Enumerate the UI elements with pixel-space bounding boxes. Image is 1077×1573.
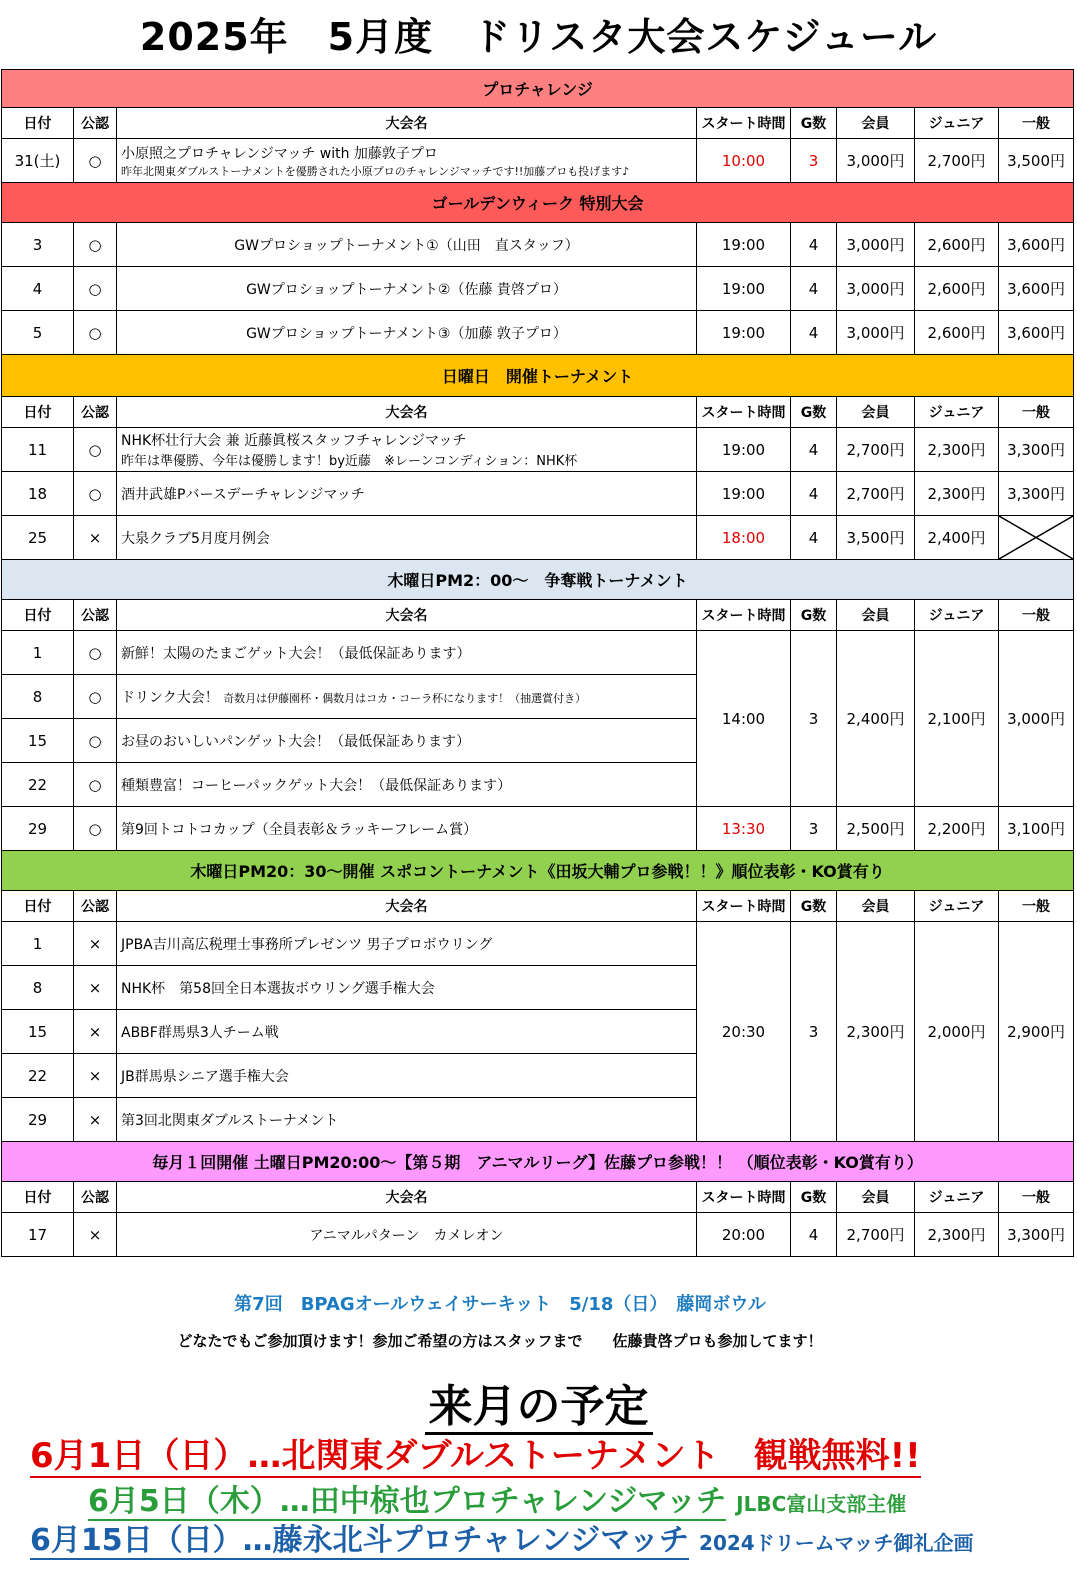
cell-start: 19:00 (697, 267, 791, 311)
table-row (2, 516, 1074, 560)
cell-games: 4 (791, 516, 837, 560)
cell-official: ○ (74, 675, 117, 719)
cell-member: 2,500円 (837, 807, 915, 851)
cell-name: NHK杯 第58回全日本選抜ボウリング選手権大会 (117, 966, 697, 1010)
event-name: NHK杯壮行大会 兼 近藤眞桜スタッフチャレンジマッチ (121, 433, 467, 449)
next-event-3 (30, 1515, 974, 1559)
cell-general: 3,500円 (999, 139, 1074, 183)
cell-junior: 2,300円 (915, 1213, 999, 1257)
cell-date: 4 (2, 267, 74, 311)
cell-date: 8 (2, 675, 74, 719)
cell-date: 17 (2, 1213, 74, 1257)
cell-junior: 2,300円 (915, 428, 999, 472)
column-header-row (2, 108, 1074, 139)
section-title: 木曜日PM20：30～開催 スポコントーナメント《田坂大輔プロ参戦！！》順位表彰・KO賞有り (2, 851, 1074, 891)
section-title: ゴールデンウィーク 特別大会 (2, 183, 1074, 223)
cell-name: GWプロショップトーナメント①（山田 直スタッフ） (117, 223, 697, 267)
cell-name (117, 139, 697, 183)
cell-games-shared: 3 (791, 922, 837, 1142)
cell-date: 1 (2, 631, 74, 675)
header-games: G数 (791, 397, 837, 428)
cell-general: 3,300円 (999, 472, 1074, 516)
cell-official: ○ (74, 631, 117, 675)
cell-member: 3,000円 (837, 311, 915, 355)
cell-junior: 2,600円 (915, 267, 999, 311)
cell-official: ○ (74, 807, 117, 851)
section-header-sunday (2, 355, 1074, 397)
header-member: 会員 (837, 1182, 915, 1213)
cell-name (117, 675, 697, 719)
cell-general: 3,300円 (999, 1213, 1074, 1257)
cell-games: 3 (791, 139, 837, 183)
cell-member: 3,000円 (837, 223, 915, 267)
cell-date: 15 (2, 1010, 74, 1054)
cell-games-shared: 3 (791, 631, 837, 807)
header-name: 大会名 (117, 1182, 697, 1213)
cell-official: ○ (74, 719, 117, 763)
cell-official: ○ (74, 223, 117, 267)
cell-junior-shared: 2,100円 (915, 631, 999, 807)
header-name: 大会名 (117, 397, 697, 428)
header-official: 公認 (74, 108, 117, 139)
cell-junior: 2,200円 (915, 807, 999, 851)
column-header-row (2, 397, 1074, 428)
cell-official: × (74, 966, 117, 1010)
header-official: 公認 (74, 600, 117, 631)
header-start: スタート時間 (697, 1182, 791, 1213)
cell-date: 15 (2, 719, 74, 763)
cell-start: 19:00 (697, 311, 791, 355)
table-row (2, 267, 1074, 311)
cell-games: 4 (791, 472, 837, 516)
section-header-thursday-night (2, 851, 1074, 891)
cell-member: 3,500円 (837, 516, 915, 560)
schedule-table (1, 69, 1074, 1257)
section-header-pro-challenge (2, 70, 1074, 108)
cell-name: 大泉クラブ5月度月例会 (117, 516, 697, 560)
cell-name: 第9回トコトコカップ（全員表彰＆ラッキーフレーム賞） (117, 807, 697, 851)
cell-games: 3 (791, 807, 837, 851)
circuit-notice: 第7回 BPAGオールウェイサーキット 5/18（日） 藤岡ボウル (234, 1294, 766, 1315)
cell-name: お昼のおいしいパンゲット大会！（最低保証あります） (117, 719, 697, 763)
header-start: スタート時間 (697, 600, 791, 631)
cell-official: ○ (74, 472, 117, 516)
cell-games: 4 (791, 1213, 837, 1257)
cell-games: 4 (791, 267, 837, 311)
header-general: 一般 (999, 891, 1074, 922)
cell-official: × (74, 1010, 117, 1054)
event-note: 奇数月は伊藤園杯・偶数月はコカ・コーラ杯になります！（抽選賞付き） (223, 691, 587, 705)
column-header-row (2, 891, 1074, 922)
header-name: 大会名 (117, 108, 697, 139)
cell-junior: 2,600円 (915, 311, 999, 355)
cell-name: アニマルパターン カメレオン (117, 1213, 697, 1257)
header-games: G数 (791, 891, 837, 922)
cell-member: 3,000円 (837, 139, 915, 183)
cell-official: × (74, 1213, 117, 1257)
column-header-row (2, 600, 1074, 631)
cell-start-shared: 14:00 (697, 631, 791, 807)
next-event-1-text: 6月1日（日）…北関東ダブルストーナメント 観戦無料!! (30, 1436, 921, 1476)
cell-member: 2,700円 (837, 472, 915, 516)
header-date: 日付 (2, 1182, 74, 1213)
next-event-3-note: 2024ドリームマッチ御礼企画 (699, 1531, 974, 1555)
cell-start: 20:00 (697, 1213, 791, 1257)
cell-games: 4 (791, 428, 837, 472)
column-header-row (2, 1182, 1074, 1213)
cell-junior: 2,700円 (915, 139, 999, 183)
cell-name: 酒井武雄Pバースデーチャレンジマッチ (117, 472, 697, 516)
cell-official: ○ (74, 763, 117, 807)
cell-name: 新鮮！太陽のたまごゲット大会！（最低保証あります） (117, 631, 697, 675)
table-row (2, 311, 1074, 355)
cell-official: ○ (74, 311, 117, 355)
cell-general: 3,600円 (999, 223, 1074, 267)
cell-date: 8 (2, 966, 74, 1010)
cell-junior: 2,600円 (915, 223, 999, 267)
next-event-1 (30, 1428, 921, 1477)
header-official: 公認 (74, 1182, 117, 1213)
cell-start: 10:00 (697, 139, 791, 183)
table-row (2, 472, 1074, 516)
cell-general-shared: 3,000円 (999, 631, 1074, 807)
header-junior: ジュニア (915, 600, 999, 631)
next-month-title: 来月の予定 (425, 1381, 653, 1435)
page-title: 2025年 5月度 ドリスタ大会スケジュール (139, 15, 938, 59)
cell-date: 29 (2, 1098, 74, 1142)
cell-general: 3,600円 (999, 267, 1074, 311)
cell-date: 25 (2, 516, 74, 560)
section-header-monthly (2, 1142, 1074, 1182)
section-title: プロチャレンジ (2, 70, 1074, 108)
cell-member-shared: 2,400円 (837, 631, 915, 807)
event-name: 小原照之プロチャレンジマッチ with 加藤敦子プロ (121, 145, 438, 162)
table-row (2, 223, 1074, 267)
header-start: スタート時間 (697, 108, 791, 139)
section-header-thursday-afternoon (2, 560, 1074, 600)
cell-general-not-available (999, 516, 1074, 560)
section-title: 毎月１回開催 土曜日PM20:00～【第５期 アニマルリーグ】佐藤プロ参戦！！ （順位表彰・KO賞有り） (2, 1142, 1074, 1182)
cell-date: 29 (2, 807, 74, 851)
cell-name: JPBA吉川高広税理士事務所プレゼンツ 男子プロボウリング (117, 922, 697, 966)
cell-start: 19:00 (697, 428, 791, 472)
cell-junior-shared: 2,000円 (915, 922, 999, 1142)
cell-member: 3,000円 (837, 267, 915, 311)
header-junior: ジュニア (915, 891, 999, 922)
cell-member: 2,700円 (837, 428, 915, 472)
cell-date: 31(土) (2, 139, 74, 183)
cell-junior: 2,300円 (915, 472, 999, 516)
cell-member: 2,700円 (837, 1213, 915, 1257)
cell-official: × (74, 922, 117, 966)
cell-official: × (74, 1054, 117, 1098)
header-member: 会員 (837, 600, 915, 631)
header-name: 大会名 (117, 600, 697, 631)
cell-name: 第3回北関東ダブルストーナメント (117, 1098, 697, 1142)
cell-start: 19:00 (697, 223, 791, 267)
cell-start: 18:00 (697, 516, 791, 560)
cell-general: 3,300円 (999, 428, 1074, 472)
header-date: 日付 (2, 891, 74, 922)
cell-date: 11 (2, 428, 74, 472)
event-name: ドリンク大会！ (121, 689, 219, 706)
cell-official: × (74, 1098, 117, 1142)
table-row (2, 428, 1074, 472)
cell-general-shared: 2,900円 (999, 922, 1074, 1142)
section-title: 日曜日 開催トーナメント (2, 355, 1074, 397)
header-start: スタート時間 (697, 891, 791, 922)
cell-junior: 2,400円 (915, 516, 999, 560)
cell-name: GWプロショップトーナメント②（佐藤 貴啓プロ） (117, 267, 697, 311)
cell-games: 4 (791, 223, 837, 267)
header-member: 会員 (837, 891, 915, 922)
cell-member-shared: 2,300円 (837, 922, 915, 1142)
header-official: 公認 (74, 891, 117, 922)
cell-start-shared: 20:30 (697, 922, 791, 1142)
event-note: 昨年は準優勝、今年は優勝します！by近藤 ※レーンコンディション：NHK杯 (121, 454, 578, 469)
header-general: 一般 (999, 108, 1074, 139)
cell-name: ABBF群馬県3人チーム戦 (117, 1010, 697, 1054)
next-event-2-note: JLBC富山支部主催 (736, 1492, 907, 1516)
cell-general: 3,100円 (999, 807, 1074, 851)
table-row (2, 807, 1074, 851)
header-junior: ジュニア (915, 397, 999, 428)
cell-name: GWプロショップトーナメント③（加藤 敦子プロ） (117, 311, 697, 355)
header-general: 一般 (999, 397, 1074, 428)
header-junior: ジュニア (915, 108, 999, 139)
next-month-heading (0, 1370, 1077, 1434)
section-title: 木曜日PM2：00～ 争奪戦トーナメント (2, 560, 1074, 600)
cell-official: ○ (74, 428, 117, 472)
header-general: 一般 (999, 1182, 1074, 1213)
cell-games: 4 (791, 311, 837, 355)
header-member: 会員 (837, 108, 915, 139)
header-name: 大会名 (117, 891, 697, 922)
cell-name: JB群馬県シニア選手権大会 (117, 1054, 697, 1098)
cell-date: 22 (2, 763, 74, 807)
header-date: 日付 (2, 600, 74, 631)
cell-date: 5 (2, 311, 74, 355)
header-games: G数 (791, 1182, 837, 1213)
next-event-2-text: 6月5日（木）…田中椋也プロチャレンジマッチ (88, 1484, 727, 1519)
cell-official: ○ (74, 267, 117, 311)
header-member: 会員 (837, 397, 915, 428)
table-row (2, 1213, 1074, 1257)
cell-name (117, 428, 697, 472)
next-event-3-text: 6月15日（日）…藤永北斗プロチャレンジマッチ (30, 1523, 690, 1558)
section-header-golden-week (2, 183, 1074, 223)
header-games: G数 (791, 108, 837, 139)
header-junior: ジュニア (915, 1182, 999, 1213)
table-row (2, 922, 1074, 966)
cell-date: 18 (2, 472, 74, 516)
header-official: 公認 (74, 397, 117, 428)
cell-general: 3,600円 (999, 311, 1074, 355)
header-date: 日付 (2, 108, 74, 139)
next-event-2 (88, 1476, 906, 1520)
header-date: 日付 (2, 397, 74, 428)
header-start: スタート時間 (697, 397, 791, 428)
cross-out-icon (999, 516, 1073, 559)
event-note: 昨年北関東ダブルストーナメントを優勝された小原プロのチャレンジマッチです!!加藤プロも投げます♪ (121, 164, 630, 178)
cell-official: ○ (74, 139, 117, 183)
cell-date: 1 (2, 922, 74, 966)
header-games: G数 (791, 600, 837, 631)
cell-name: 種類豊富！コーヒーパックゲット大会！（最低保証あります） (117, 763, 697, 807)
table-row (2, 139, 1074, 183)
table-row (2, 631, 1074, 675)
cell-date: 3 (2, 223, 74, 267)
cell-date: 22 (2, 1054, 74, 1098)
cell-start: 19:00 (697, 472, 791, 516)
cell-start: 13:30 (697, 807, 791, 851)
header-general: 一般 (999, 600, 1074, 631)
participation-note: どなたでもご参加頂けます！参加ご希望の方はスタッフまで 佐藤貴啓プロも参加してます！ (177, 1332, 823, 1350)
cell-official: × (74, 516, 117, 560)
